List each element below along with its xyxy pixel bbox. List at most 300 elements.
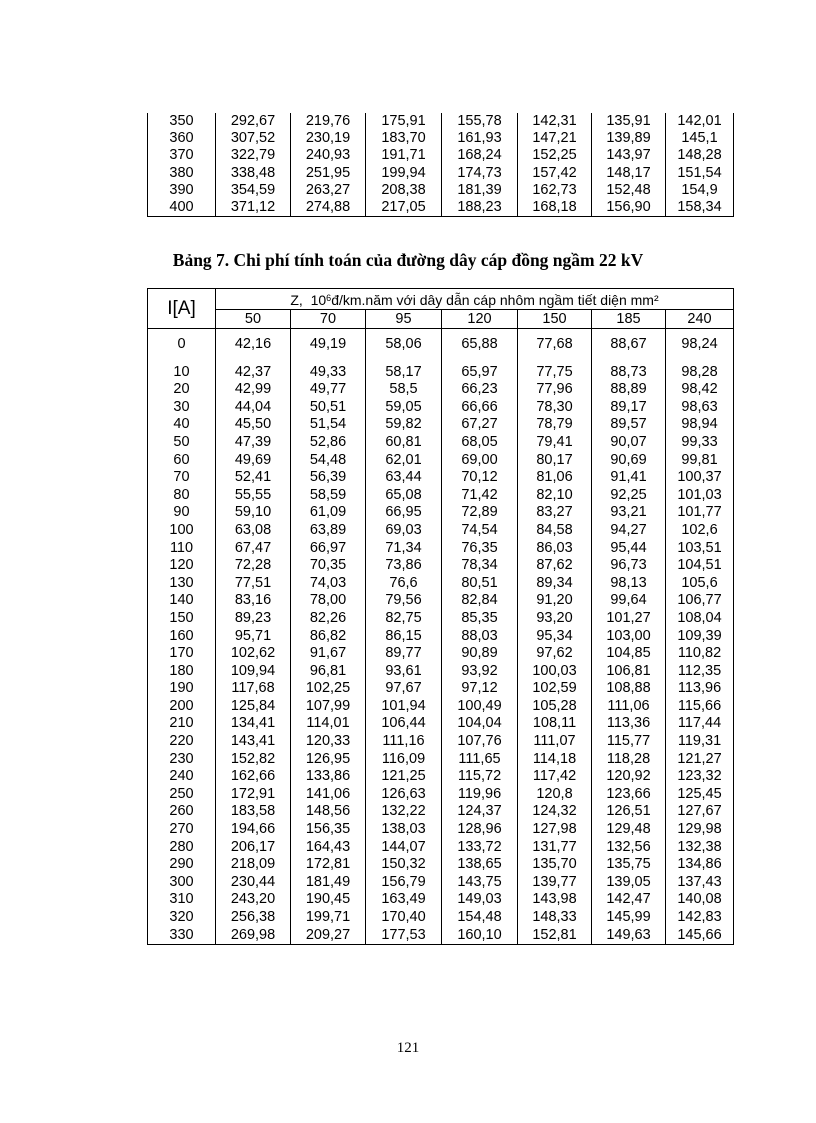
cost-cell: 101,03	[666, 487, 734, 505]
cost-cell: 172,91	[216, 786, 291, 804]
cost-cell: 132,22	[366, 803, 442, 821]
cost-cell: 140,08	[666, 891, 734, 909]
cost-cell: 117,42	[518, 768, 592, 786]
z-exp-base: 10	[310, 292, 327, 308]
table-row	[148, 575, 734, 593]
cost-cell: 162,73	[518, 182, 592, 199]
cost-cell: 141,06	[291, 786, 366, 804]
cost-cell: 121,25	[366, 768, 442, 786]
cost-cell: 77,75	[518, 364, 592, 382]
cost-cell: 99,64	[592, 592, 666, 610]
spacer-cell	[592, 354, 666, 364]
table-row	[148, 874, 734, 892]
cost-cell: 219,76	[291, 113, 366, 130]
cost-cell: 62,01	[366, 452, 442, 470]
cost-cell: 102,25	[291, 680, 366, 698]
cost-cell: 101,27	[592, 610, 666, 628]
cost-cell: 74,03	[291, 575, 366, 593]
current-cell: 310	[148, 891, 216, 909]
current-cell: 300	[148, 874, 216, 892]
cost-cell: 111,07	[518, 733, 592, 751]
cost-cell: 89,23	[216, 610, 291, 628]
cost-cell: 94,27	[592, 522, 666, 540]
cost-cell: 129,48	[592, 821, 666, 839]
table-row	[148, 130, 734, 147]
cost-cell: 88,73	[592, 364, 666, 382]
cost-cell: 109,39	[666, 628, 734, 646]
cost-cell: 142,47	[592, 891, 666, 909]
cost-cell: 116,09	[366, 751, 442, 769]
current-cell: 100	[148, 522, 216, 540]
z-exponent: 6	[326, 293, 332, 303]
current-cell: 370	[148, 147, 216, 164]
cost-cell: 105,6	[666, 575, 734, 593]
cost-cell: 102,6	[666, 522, 734, 540]
current-cell: 60	[148, 452, 216, 470]
table-row	[148, 751, 734, 769]
cost-cell: 158,34	[666, 199, 734, 217]
cost-cell: 58,59	[291, 487, 366, 505]
cost-cell: 123,66	[592, 786, 666, 804]
table-row	[148, 416, 734, 434]
cost-cell: 138,65	[442, 856, 518, 874]
cost-cell: 131,77	[518, 839, 592, 857]
cost-cell: 145,1	[666, 130, 734, 147]
current-cell: 70	[148, 469, 216, 487]
table-row	[148, 113, 734, 130]
cost-cell: 181,39	[442, 182, 518, 199]
cost-cell: 93,92	[442, 663, 518, 681]
spacer-cell	[518, 354, 592, 364]
cost-cell: 120,92	[592, 768, 666, 786]
cost-cell: 82,84	[442, 592, 518, 610]
cost-cell: 98,28	[666, 364, 734, 382]
cost-cell: 101,77	[666, 504, 734, 522]
cost-cell: 127,67	[666, 803, 734, 821]
cost-cell: 218,09	[216, 856, 291, 874]
cost-cell: 60,81	[366, 434, 442, 452]
section-header: 120	[442, 310, 518, 329]
z-column-group-header	[216, 289, 734, 310]
cost-cell: 54,48	[291, 452, 366, 470]
cost-cell: 148,17	[592, 165, 666, 182]
cost-cell: 77,51	[216, 575, 291, 593]
table-row	[148, 199, 734, 217]
table-row	[148, 839, 734, 857]
cost-cell: 77,68	[518, 329, 592, 354]
cost-cell: 170,40	[366, 909, 442, 927]
table-row	[148, 856, 734, 874]
current-cell: 80	[148, 487, 216, 505]
cost-cell: 52,86	[291, 434, 366, 452]
cost-cell: 42,16	[216, 329, 291, 354]
cost-cell: 206,17	[216, 839, 291, 857]
current-cell: 400	[148, 199, 216, 217]
cost-cell: 59,05	[366, 399, 442, 417]
current-cell: 170	[148, 645, 216, 663]
cost-cell: 49,33	[291, 364, 366, 382]
cost-cell: 87,62	[518, 557, 592, 575]
cost-cell: 65,08	[366, 487, 442, 505]
table-row	[148, 434, 734, 452]
cost-cell: 143,97	[592, 147, 666, 164]
page-number: 121	[396, 1040, 420, 1056]
cost-cell: 97,62	[518, 645, 592, 663]
cost-cell: 126,51	[592, 803, 666, 821]
cost-cell: 143,98	[518, 891, 592, 909]
cost-cell: 106,77	[666, 592, 734, 610]
cost-cell: 156,90	[592, 199, 666, 217]
cost-cell: 76,6	[366, 575, 442, 593]
current-cell: 200	[148, 698, 216, 716]
cost-cell: 104,04	[442, 715, 518, 733]
cost-cell: 108,04	[666, 610, 734, 628]
cost-cell: 98,42	[666, 381, 734, 399]
spacer-cell	[666, 354, 734, 364]
cost-cell: 124,32	[518, 803, 592, 821]
current-cell: 220	[148, 733, 216, 751]
cost-cell: 251,95	[291, 165, 366, 182]
cost-cell: 109,94	[216, 663, 291, 681]
cost-cell: 106,44	[366, 715, 442, 733]
cost-cell: 80,51	[442, 575, 518, 593]
cost-cell: 72,28	[216, 557, 291, 575]
cost-cell: 194,66	[216, 821, 291, 839]
cost-cell: 274,88	[291, 199, 366, 217]
current-column-header: I[A]	[148, 289, 216, 329]
cost-cell: 138,03	[366, 821, 442, 839]
cost-cell: 133,72	[442, 839, 518, 857]
cost-cell: 58,5	[366, 381, 442, 399]
top-cost-table	[147, 113, 734, 217]
current-cell: 160	[148, 628, 216, 646]
cost-cell: 78,34	[442, 557, 518, 575]
cost-cell: 89,77	[366, 645, 442, 663]
current-cell: 280	[148, 839, 216, 857]
cost-cell: 81,06	[518, 469, 592, 487]
cost-cell: 93,21	[592, 504, 666, 522]
cost-cell: 89,57	[592, 416, 666, 434]
cost-cell: 95,71	[216, 628, 291, 646]
cost-cell: 93,61	[366, 663, 442, 681]
cost-cell: 96,73	[592, 557, 666, 575]
cost-cell: 86,03	[518, 540, 592, 558]
cost-cell: 142,01	[666, 113, 734, 130]
cost-cell: 137,43	[666, 874, 734, 892]
cost-cell: 156,35	[291, 821, 366, 839]
table-row	[148, 663, 734, 681]
cost-cell: 71,34	[366, 540, 442, 558]
cost-cell: 63,08	[216, 522, 291, 540]
cost-cell: 127,98	[518, 821, 592, 839]
cost-cell: 91,67	[291, 645, 366, 663]
current-cell: 320	[148, 909, 216, 927]
current-cell: 150	[148, 610, 216, 628]
cost-cell: 292,67	[216, 113, 291, 130]
cost-cell: 175,91	[366, 113, 442, 130]
cost-cell: 120,8	[518, 786, 592, 804]
cost-cell: 99,81	[666, 452, 734, 470]
cost-cell: 208,38	[366, 182, 442, 199]
cost-cell: 199,94	[366, 165, 442, 182]
cost-cell: 152,48	[592, 182, 666, 199]
spacer-cell	[442, 354, 518, 364]
cost-cell: 98,24	[666, 329, 734, 354]
cost-cell: 66,66	[442, 399, 518, 417]
table-row	[148, 469, 734, 487]
cost-cell: 230,44	[216, 874, 291, 892]
current-cell: 120	[148, 557, 216, 575]
cost-cell: 143,75	[442, 874, 518, 892]
table-row	[148, 891, 734, 909]
cost-cell: 152,82	[216, 751, 291, 769]
cost-cell: 135,70	[518, 856, 592, 874]
cost-cell: 71,42	[442, 487, 518, 505]
cost-cell: 49,19	[291, 329, 366, 354]
cost-cell: 58,06	[366, 329, 442, 354]
z-unit-description: đ/km.năm với dây dẫn cáp nhôm ngầm tiết diện mm²	[331, 292, 659, 308]
cost-cell: 118,28	[592, 751, 666, 769]
cost-cell: 82,26	[291, 610, 366, 628]
cost-cell: 120,33	[291, 733, 366, 751]
cost-cell: 371,12	[216, 199, 291, 217]
table-row	[148, 452, 734, 470]
cost-cell: 132,38	[666, 839, 734, 857]
cost-cell: 111,06	[592, 698, 666, 716]
cost-cell: 95,34	[518, 628, 592, 646]
cost-cell: 230,19	[291, 130, 366, 147]
cost-cell: 49,69	[216, 452, 291, 470]
cost-cell: 168,18	[518, 199, 592, 217]
cost-cell: 135,75	[592, 856, 666, 874]
cost-cell: 139,05	[592, 874, 666, 892]
cost-cell: 174,73	[442, 165, 518, 182]
cost-cell: 66,23	[442, 381, 518, 399]
table-row	[148, 821, 734, 839]
current-cell: 40	[148, 416, 216, 434]
cost-cell: 59,82	[366, 416, 442, 434]
cost-cell: 113,36	[592, 715, 666, 733]
table-row	[148, 504, 734, 522]
cost-cell: 79,41	[518, 434, 592, 452]
cost-cell: 49,77	[291, 381, 366, 399]
cost-cell: 322,79	[216, 147, 291, 164]
cost-cell: 98,13	[592, 575, 666, 593]
cost-cell: 90,89	[442, 645, 518, 663]
table-row	[148, 909, 734, 927]
cost-cell: 128,96	[442, 821, 518, 839]
cost-cell: 78,79	[518, 416, 592, 434]
cost-cell: 104,51	[666, 557, 734, 575]
cost-cell: 209,27	[291, 927, 366, 945]
cost-cell: 152,81	[518, 927, 592, 945]
table-row	[148, 329, 734, 354]
cost-cell: 149,63	[592, 927, 666, 945]
cost-cell: 105,28	[518, 698, 592, 716]
cost-cell: 142,31	[518, 113, 592, 130]
section-header: 50	[216, 310, 291, 329]
cost-cell: 76,35	[442, 540, 518, 558]
cost-cell: 82,10	[518, 487, 592, 505]
cost-cell: 83,16	[216, 592, 291, 610]
cost-cell: 111,65	[442, 751, 518, 769]
cost-cell: 132,56	[592, 839, 666, 857]
cost-cell: 66,95	[366, 504, 442, 522]
cost-cell: 148,33	[518, 909, 592, 927]
cost-cell: 117,68	[216, 680, 291, 698]
cost-cell: 111,16	[366, 733, 442, 751]
cost-cell: 86,82	[291, 628, 366, 646]
cost-cell: 154,48	[442, 909, 518, 927]
table-row	[148, 698, 734, 716]
row-spacer	[148, 354, 734, 364]
cost-cell: 148,56	[291, 803, 366, 821]
z-prefix: Z,	[290, 292, 303, 308]
table-row	[148, 147, 734, 164]
cost-cell: 150,32	[366, 856, 442, 874]
cost-cell: 110,82	[666, 645, 734, 663]
cost-cell: 69,03	[366, 522, 442, 540]
table-row	[148, 628, 734, 646]
table-row	[148, 715, 734, 733]
cost-cell: 191,71	[366, 147, 442, 164]
cost-cell: 42,99	[216, 381, 291, 399]
spacer-cell	[148, 354, 216, 364]
cost-cell: 149,03	[442, 891, 518, 909]
cost-cell: 93,20	[518, 610, 592, 628]
cost-cell: 56,39	[291, 469, 366, 487]
current-cell: 390	[148, 182, 216, 199]
cost-cell: 106,81	[592, 663, 666, 681]
section-header: 240	[666, 310, 734, 329]
table-row	[148, 610, 734, 628]
cost-cell: 119,96	[442, 786, 518, 804]
cost-cell: 354,59	[216, 182, 291, 199]
current-cell: 380	[148, 165, 216, 182]
current-cell: 230	[148, 751, 216, 769]
table-row	[148, 768, 734, 786]
cost-cell: 139,77	[518, 874, 592, 892]
cost-cell: 163,49	[366, 891, 442, 909]
cost-cell: 51,54	[291, 416, 366, 434]
cost-cell: 78,00	[291, 592, 366, 610]
cost-cell: 121,27	[666, 751, 734, 769]
current-cell: 190	[148, 680, 216, 698]
cost-cell: 79,56	[366, 592, 442, 610]
cost-cell: 107,76	[442, 733, 518, 751]
cost-cell: 67,27	[442, 416, 518, 434]
cost-cell: 307,52	[216, 130, 291, 147]
cost-cell: 181,49	[291, 874, 366, 892]
cost-cell: 97,12	[442, 680, 518, 698]
cost-cell: 188,23	[442, 199, 518, 217]
cost-cell: 164,43	[291, 839, 366, 857]
current-cell: 210	[148, 715, 216, 733]
cost-cell: 113,96	[666, 680, 734, 698]
table-row	[148, 803, 734, 821]
table-caption: Bảng 7. Chi phí tính toán của đường dây cáp đồng ngầm 22 kV	[172, 250, 644, 270]
cost-cell: 123,32	[666, 768, 734, 786]
current-cell: 180	[148, 663, 216, 681]
cost-cell: 108,11	[518, 715, 592, 733]
table-row	[148, 399, 734, 417]
table-row	[148, 165, 734, 182]
table-row	[148, 592, 734, 610]
cost-cell: 55,55	[216, 487, 291, 505]
cost-cell: 144,07	[366, 839, 442, 857]
cost-cell: 148,28	[666, 147, 734, 164]
spacer-cell	[366, 354, 442, 364]
cost-cell: 100,03	[518, 663, 592, 681]
cost-cell: 151,54	[666, 165, 734, 182]
cost-cell: 98,94	[666, 416, 734, 434]
cost-cell: 97,67	[366, 680, 442, 698]
cost-cell: 100,37	[666, 469, 734, 487]
cost-cell: 58,17	[366, 364, 442, 382]
cost-cell: 78,30	[518, 399, 592, 417]
cost-cell: 104,85	[592, 645, 666, 663]
cost-cell: 68,05	[442, 434, 518, 452]
table-row	[148, 182, 734, 199]
cost-cell: 183,58	[216, 803, 291, 821]
cost-cell: 67,47	[216, 540, 291, 558]
cost-cell: 190,45	[291, 891, 366, 909]
cost-cell: 63,89	[291, 522, 366, 540]
cost-cell: 52,41	[216, 469, 291, 487]
cost-cell: 263,27	[291, 182, 366, 199]
cost-cell: 89,17	[592, 399, 666, 417]
table-row	[148, 927, 734, 945]
cost-cell: 124,37	[442, 803, 518, 821]
cost-cell: 152,25	[518, 147, 592, 164]
cost-cell: 133,86	[291, 768, 366, 786]
cost-cell: 84,58	[518, 522, 592, 540]
current-cell: 110	[148, 540, 216, 558]
cost-cell: 74,54	[442, 522, 518, 540]
cost-cell: 103,51	[666, 540, 734, 558]
cost-cell: 157,42	[518, 165, 592, 182]
cost-cell: 80,17	[518, 452, 592, 470]
cost-cell: 108,88	[592, 680, 666, 698]
cost-cell: 95,44	[592, 540, 666, 558]
cost-cell: 89,34	[518, 575, 592, 593]
table-row	[148, 786, 734, 804]
cost-cell: 85,35	[442, 610, 518, 628]
section-header: 150	[518, 310, 592, 329]
cost-cell: 160,10	[442, 927, 518, 945]
section-header: 95	[366, 310, 442, 329]
cost-cell: 73,86	[366, 557, 442, 575]
current-cell: 240	[148, 768, 216, 786]
table-row	[148, 487, 734, 505]
spacer-cell	[216, 354, 291, 364]
cost-cell: 61,09	[291, 504, 366, 522]
cost-cell: 99,33	[666, 434, 734, 452]
cost-cell: 70,12	[442, 469, 518, 487]
current-cell: 0	[148, 329, 216, 354]
cost-cell: 154,9	[666, 182, 734, 199]
cost-cell: 135,91	[592, 113, 666, 130]
current-cell: 360	[148, 130, 216, 147]
cost-cell: 129,98	[666, 821, 734, 839]
cost-cell: 117,44	[666, 715, 734, 733]
cost-cell: 114,01	[291, 715, 366, 733]
current-cell: 330	[148, 927, 216, 945]
cost-cell: 47,39	[216, 434, 291, 452]
current-cell: 270	[148, 821, 216, 839]
cost-cell: 119,31	[666, 733, 734, 751]
current-cell: 140	[148, 592, 216, 610]
